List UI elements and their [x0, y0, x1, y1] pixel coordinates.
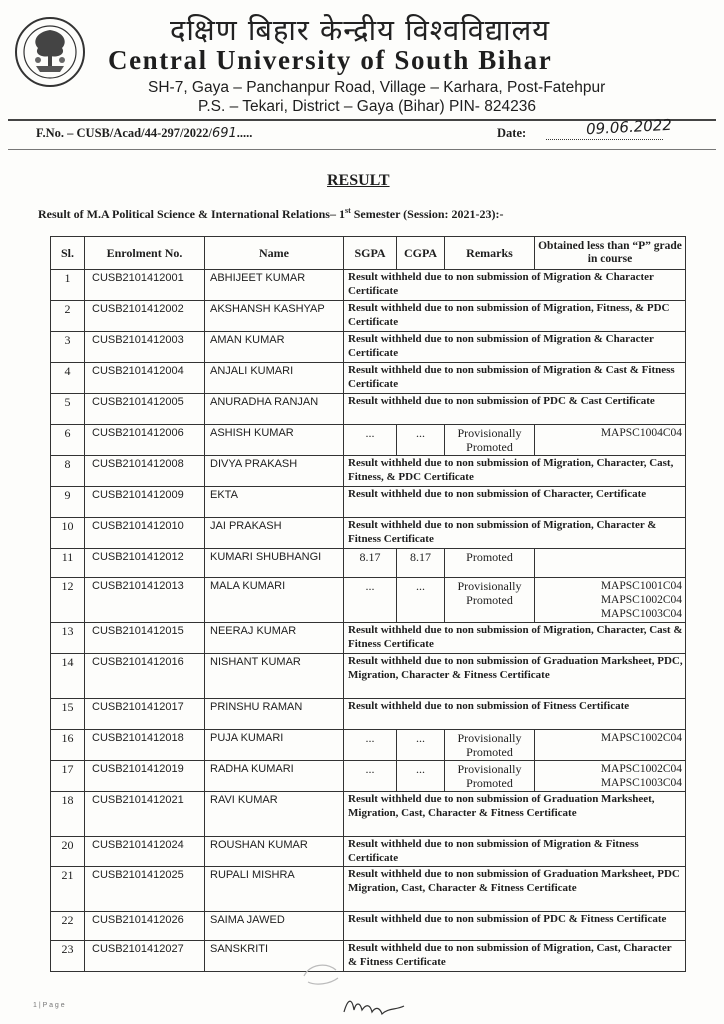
cell-enrolment: CUSB2101412019	[85, 761, 205, 792]
cell-enrolment: CUSB2101412021	[85, 792, 205, 837]
cell-sl: 2	[51, 301, 85, 332]
cell-name: ROUSHAN KUMAR	[205, 837, 344, 867]
cell-name: ASHISH KUMAR	[205, 425, 344, 456]
file-number	[36, 126, 252, 141]
signature	[340, 992, 410, 1020]
table-row	[51, 394, 686, 425]
cell-sgpa: ...	[344, 730, 397, 761]
cell-enrolment: CUSB2101412027	[85, 941, 205, 972]
cell-enrolment: CUSB2101412004	[85, 363, 205, 394]
table-row	[51, 867, 686, 912]
cell-enrolment: CUSB2101412001	[85, 270, 205, 301]
table-row	[51, 730, 686, 761]
cell-remarks: Provisionally Promoted	[445, 730, 535, 761]
cell-withheld-remark: Result withheld due to non submission of Character, Certificate	[344, 487, 686, 518]
cell-withheld-remark: Result withheld due to non submission of Migration & Character Certificate	[344, 332, 686, 363]
cell-cgpa: ...	[397, 730, 445, 761]
cell-name: KUMARI SHUBHANGI	[205, 549, 344, 578]
header-remarks: Remarks	[445, 237, 535, 270]
table-row	[51, 270, 686, 301]
address-line-1: SH-7, Gaya – Panchanpur Road, Village – Karhara, Post-Fatehpur	[148, 79, 606, 96]
cell-name: PRINSHU RAMAN	[205, 699, 344, 730]
cell-cgpa: ...	[397, 425, 445, 456]
header-cgpa: CGPA	[397, 237, 445, 270]
cell-withheld-remark: Result withheld due to non submission of Migration, Character, Cast, Fitness, & PDC Certificate	[344, 456, 686, 487]
file-number-divider	[8, 149, 716, 150]
cell-sl: 1	[51, 270, 85, 301]
header-sgpa: SGPA	[344, 237, 397, 270]
cell-name: RUPALI MISHRA	[205, 867, 344, 912]
cell-name: DIVYA PRAKASH	[205, 456, 344, 487]
cell-enrolment: CUSB2101412003	[85, 332, 205, 363]
table-row	[51, 837, 686, 867]
cell-name: SANSKRITI	[205, 941, 344, 972]
cell-cgpa: ...	[397, 578, 445, 623]
cell-withheld-remark: Result withheld due to non submission of Migration, Cast, Character & Fitness Certificate	[344, 941, 686, 972]
cell-withheld-remark: Result withheld due to non submission of Migration, Fitness, & PDC Certificate	[344, 301, 686, 332]
cell-enrolment: CUSB2101412009	[85, 487, 205, 518]
file-number-label: F.No. – CUSB/Acad/44-297/2022/	[36, 126, 212, 140]
cell-sl: 13	[51, 623, 85, 654]
cell-cgpa: 8.17	[397, 549, 445, 578]
cell-name: PUJA KUMARI	[205, 730, 344, 761]
table-row	[51, 578, 686, 623]
table-row	[51, 941, 686, 972]
cell-sgpa: ...	[344, 761, 397, 792]
cell-enrolment: CUSB2101412025	[85, 867, 205, 912]
table-row	[51, 623, 686, 654]
cell-sl: 8	[51, 456, 85, 487]
cell-sl: 16	[51, 730, 85, 761]
table-row	[51, 456, 686, 487]
cell-sl: 9	[51, 487, 85, 518]
cell-sgpa: ...	[344, 425, 397, 456]
cell-enrolment: CUSB2101412005	[85, 394, 205, 425]
cell-name: SAIMA JAWED	[205, 912, 344, 941]
cell-enrolment: CUSB2101412008	[85, 456, 205, 487]
table-row	[51, 699, 686, 730]
cell-sl: 17	[51, 761, 85, 792]
header-obtained: Obtained less than “P” grade in course	[535, 237, 686, 270]
cell-withheld-remark: Result withheld due to non submission of Graduation Marksheet, Migration, Cast, Character & Fitness Certificate	[344, 792, 686, 837]
cell-enrolment: CUSB2101412012	[85, 549, 205, 578]
cell-sl: 22	[51, 912, 85, 941]
table-header-row	[51, 237, 686, 270]
cell-sl: 14	[51, 654, 85, 699]
cell-name: AMAN KUMAR	[205, 332, 344, 363]
cell-remarks: Provisionally Promoted	[445, 761, 535, 792]
result-table	[50, 236, 686, 972]
cell-name: EKTA	[205, 487, 344, 518]
cell-withheld-remark: Result withheld due to non submission of Graduation Marksheet, PDC Migration, Cast, Character & Fitness Certificate	[344, 867, 686, 912]
cell-sl: 12	[51, 578, 85, 623]
result-subtitle	[38, 206, 504, 222]
cell-enrolment: CUSB2101412024	[85, 837, 205, 867]
cell-sl: 6	[51, 425, 85, 456]
cell-enrolment: CUSB2101412018	[85, 730, 205, 761]
table-row	[51, 912, 686, 941]
cell-withheld-remark: Result withheld due to non submission of Migration, Character & Fitness Certificate	[344, 518, 686, 549]
table-row	[51, 425, 686, 456]
cell-name: NEERAJ KUMAR	[205, 623, 344, 654]
cell-withheld-remark: Result withheld due to non submission of Migration, Character, Cast & Fitness Certificate	[344, 623, 686, 654]
cell-sl: 20	[51, 837, 85, 867]
cell-name: JAI PRAKASH	[205, 518, 344, 549]
cell-enrolment: CUSB2101412010	[85, 518, 205, 549]
university-name-hindi: दक्षिण बिहार केन्द्रीय विश्वविद्यालय	[170, 13, 551, 47]
file-number-dots: .....	[236, 126, 253, 140]
cell-sl: 23	[51, 941, 85, 972]
cell-obtained: MAPSC1002C04 MAPSC1003C04	[535, 761, 686, 792]
cell-sl: 15	[51, 699, 85, 730]
cell-enrolment: CUSB2101412002	[85, 301, 205, 332]
table-row	[51, 518, 686, 549]
cell-name: NISHANT KUMAR	[205, 654, 344, 699]
file-number-value: 691	[211, 126, 237, 141]
subtitle-suffix: Semester (Session: 2021-23):-	[350, 207, 504, 221]
cell-name: ABHIJEET KUMAR	[205, 270, 344, 301]
cell-withheld-remark: Result withheld due to non submission of Graduation Marksheet, PDC, Migration, Character & Fitness Certificate	[344, 654, 686, 699]
cell-name: MALA KUMARI	[205, 578, 344, 623]
page-number: 1 | P a g e	[33, 1002, 65, 1009]
subtitle-sup: st	[344, 206, 351, 215]
cell-remarks: Promoted	[445, 549, 535, 578]
cell-withheld-remark: Result withheld due to non submission of Migration & Character Certificate	[344, 270, 686, 301]
cell-name: RADHA KUMARI	[205, 761, 344, 792]
date-label: Date:	[497, 126, 527, 140]
header-sl: Sl.	[51, 237, 85, 270]
table-row	[51, 301, 686, 332]
cell-withheld-remark: Result withheld due to non submission of Migration & Cast & Fitness Certificate	[344, 363, 686, 394]
table-row	[51, 549, 686, 578]
table-row	[51, 332, 686, 363]
cell-sl: 21	[51, 867, 85, 912]
cell-enrolment: CUSB2101412013	[85, 578, 205, 623]
cell-enrolment: CUSB2101412017	[85, 699, 205, 730]
stamp-mark	[296, 956, 346, 990]
cell-sl: 18	[51, 792, 85, 837]
cell-withheld-remark: Result withheld due to non submission of PDC & Fitness Certificate	[344, 912, 686, 941]
cell-cgpa: ...	[397, 761, 445, 792]
cell-name: RAVI KUMAR	[205, 792, 344, 837]
cell-withheld-remark: Result withheld due to non submission of Migration & Fitness Certificate	[344, 837, 686, 867]
cell-obtained: MAPSC1004C04	[535, 425, 686, 456]
cell-name: ANURADHA RANJAN	[205, 394, 344, 425]
address-line-2: P.S. – Tekari, District – Gaya (Bihar) PIN- 824236	[198, 98, 536, 115]
cell-obtained: MAPSC1001C04 MAPSC1002C04 MAPSC1003C04	[535, 578, 686, 623]
university-seal-icon	[14, 16, 86, 88]
date-value: 09.06.2022	[585, 115, 673, 139]
cell-enrolment: CUSB2101412015	[85, 623, 205, 654]
table-row	[51, 792, 686, 837]
university-name-english: Central University of South Bihar	[108, 45, 553, 75]
cell-sl: 11	[51, 549, 85, 578]
subtitle-prefix: Result of M.A Political Science & International Relations– 1	[38, 207, 345, 221]
cell-sl: 10	[51, 518, 85, 549]
cell-obtained	[535, 549, 686, 578]
cell-remarks: Provisionally Promoted	[445, 425, 535, 456]
cell-sl: 3	[51, 332, 85, 363]
cell-withheld-remark: Result withheld due to non submission of PDC & Cast Certificate	[344, 394, 686, 425]
table-row	[51, 487, 686, 518]
cell-remarks: Provisionally Promoted	[445, 578, 535, 623]
cell-name: AKSHANSH KASHYAP	[205, 301, 344, 332]
cell-name: ANJALI KUMARI	[205, 363, 344, 394]
page-title: RESULT	[327, 172, 390, 189]
table-row	[51, 654, 686, 699]
header-name: Name	[205, 237, 344, 270]
cell-sl: 5	[51, 394, 85, 425]
header-enrolment: Enrolment No.	[85, 237, 205, 270]
cell-enrolment: CUSB2101412006	[85, 425, 205, 456]
cell-sl: 4	[51, 363, 85, 394]
cell-withheld-remark: Result withheld due to non submission of Fitness Certificate	[344, 699, 686, 730]
cell-sgpa: 8.17	[344, 549, 397, 578]
cell-enrolment: CUSB2101412026	[85, 912, 205, 941]
cell-sgpa: ...	[344, 578, 397, 623]
cell-enrolment: CUSB2101412016	[85, 654, 205, 699]
table-row	[51, 761, 686, 792]
cell-obtained: MAPSC1002C04	[535, 730, 686, 761]
table-row	[51, 363, 686, 394]
